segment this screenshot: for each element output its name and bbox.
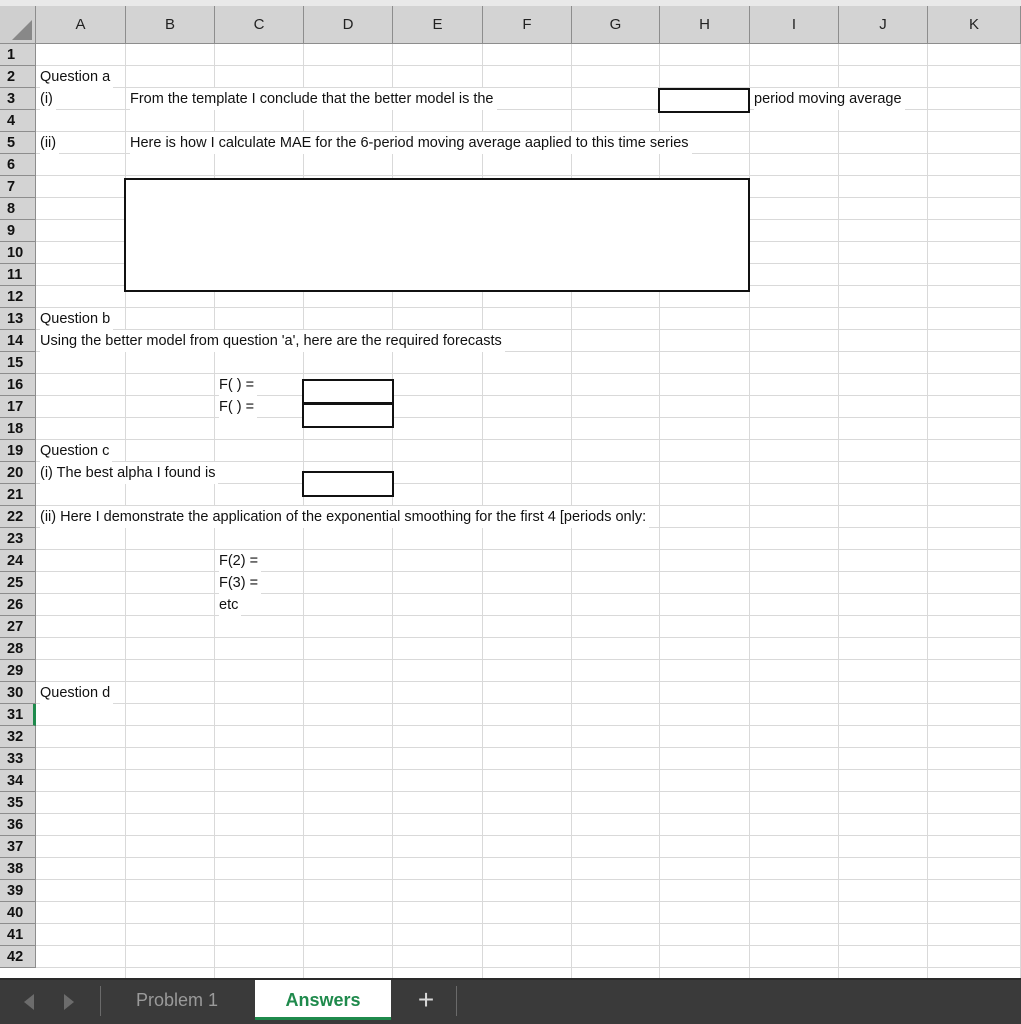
- answer-box-forecast-2[interactable]: [302, 403, 394, 428]
- cell-A20[interactable]: (i) The best alpha I found is: [40, 462, 218, 484]
- row-header-5[interactable]: 5: [0, 132, 36, 154]
- row-header-41[interactable]: 41: [0, 924, 36, 946]
- cell-C24[interactable]: F(2) =: [219, 550, 261, 572]
- row-header-12[interactable]: 12: [0, 286, 36, 308]
- cell-C16[interactable]: F( ) =: [219, 374, 257, 396]
- gridline-horizontal: [36, 703, 1021, 704]
- row-header-25[interactable]: 25: [0, 572, 36, 594]
- cell-A3[interactable]: (i): [40, 88, 56, 110]
- row-header-3[interactable]: 3: [0, 88, 36, 110]
- row-header-13[interactable]: 13: [0, 308, 36, 330]
- tab-separator: [100, 986, 101, 1016]
- gridline-horizontal: [36, 549, 1021, 550]
- gridline-horizontal: [36, 65, 1021, 66]
- select-all-corner[interactable]: [0, 6, 36, 44]
- cell-B5[interactable]: Here is how I calculate MAE for the 6-period moving average aaplied to this time series: [130, 132, 692, 154]
- row-header-10[interactable]: 10: [0, 242, 36, 264]
- row-header-19[interactable]: 19: [0, 440, 36, 462]
- column-header-f[interactable]: F: [483, 6, 572, 44]
- row-header-30[interactable]: 30: [0, 682, 36, 704]
- gridline-horizontal: [36, 791, 1021, 792]
- select-all-triangle-icon: [12, 20, 32, 40]
- gridline-vertical: [927, 44, 928, 978]
- row-header-24[interactable]: 24: [0, 550, 36, 572]
- cell-A14[interactable]: Using the better model from question 'a', here are the required forecasts: [40, 330, 505, 352]
- row-header-17[interactable]: 17: [0, 396, 36, 418]
- gridline-horizontal: [36, 945, 1021, 946]
- row-header-15[interactable]: 15: [0, 352, 36, 374]
- column-header-g[interactable]: G: [572, 6, 660, 44]
- row-header-42[interactable]: 42: [0, 946, 36, 968]
- gridline-horizontal: [36, 725, 1021, 726]
- gridline-horizontal: [36, 593, 1021, 594]
- row-header-36[interactable]: 36: [0, 814, 36, 836]
- row-header-38[interactable]: 38: [0, 858, 36, 880]
- row-header-16[interactable]: 16: [0, 374, 36, 396]
- row-header-33[interactable]: 33: [0, 748, 36, 770]
- cell-A2[interactable]: Question a: [40, 66, 113, 88]
- row-header-1[interactable]: 1: [0, 44, 36, 66]
- gridline-horizontal: [36, 637, 1021, 638]
- column-header-j[interactable]: J: [839, 6, 928, 44]
- gridline-horizontal: [36, 439, 1021, 440]
- cell-A5[interactable]: (ii): [40, 132, 59, 154]
- gridline-horizontal: [36, 659, 1021, 660]
- column-header-c[interactable]: C: [215, 6, 304, 44]
- cell-C17[interactable]: F( ) =: [219, 396, 257, 418]
- gridline-horizontal: [36, 175, 1021, 176]
- column-header-e[interactable]: E: [393, 6, 483, 44]
- gridline-horizontal: [36, 857, 1021, 858]
- row-header-26[interactable]: 26: [0, 594, 36, 616]
- gridline-horizontal: [36, 879, 1021, 880]
- gridline-horizontal: [36, 967, 1021, 968]
- gridline-horizontal: [36, 615, 1021, 616]
- row-header-31[interactable]: 31: [0, 704, 36, 726]
- row-header-6[interactable]: 6: [0, 154, 36, 176]
- cell-I3[interactable]: period moving average: [754, 88, 905, 110]
- cell-A19[interactable]: Question c: [40, 440, 112, 462]
- cell-A13[interactable]: Question b: [40, 308, 113, 330]
- row-header-22[interactable]: 22: [0, 506, 36, 528]
- row-header-9[interactable]: 9: [0, 220, 36, 242]
- row-header-18[interactable]: 18: [0, 418, 36, 440]
- row-header-29[interactable]: 29: [0, 660, 36, 682]
- gridline-horizontal: [36, 395, 1021, 396]
- answer-box-period[interactable]: [658, 88, 750, 113]
- row-header-37[interactable]: 37: [0, 836, 36, 858]
- row-header-27[interactable]: 27: [0, 616, 36, 638]
- gridline-vertical: [838, 44, 839, 978]
- add-sheet-button[interactable]: +: [417, 984, 435, 1015]
- gridline-horizontal: [36, 769, 1021, 770]
- row-header-11[interactable]: 11: [0, 264, 36, 286]
- gridline-horizontal: [36, 835, 1021, 836]
- row-header-40[interactable]: 40: [0, 902, 36, 924]
- gridline-horizontal: [36, 417, 1021, 418]
- column-header-k[interactable]: K: [928, 6, 1021, 44]
- tab-separator: [456, 986, 457, 1016]
- gridline-horizontal: [36, 373, 1021, 374]
- gridline-horizontal: [36, 813, 1021, 814]
- cell-C26[interactable]: etc: [219, 594, 241, 616]
- row-header-32[interactable]: 32: [0, 726, 36, 748]
- gridline-horizontal: [36, 571, 1021, 572]
- cell-A30[interactable]: Question d: [40, 682, 113, 704]
- column-header-a[interactable]: A: [36, 6, 126, 44]
- column-header-d[interactable]: D: [304, 6, 393, 44]
- triangle-left-icon[interactable]: [24, 994, 34, 1010]
- row-header-39[interactable]: 39: [0, 880, 36, 902]
- row-header-14[interactable]: 14: [0, 330, 36, 352]
- row-header-23[interactable]: 23: [0, 528, 36, 550]
- column-header-i[interactable]: I: [750, 6, 839, 44]
- sheet-tab-bar: [0, 978, 1021, 1024]
- row-header-21[interactable]: 21: [0, 484, 36, 506]
- column-header-b[interactable]: B: [126, 6, 215, 44]
- row-header-2[interactable]: 2: [0, 66, 36, 88]
- answer-box-mae-calculation[interactable]: [124, 178, 750, 292]
- answer-box-best-alpha[interactable]: [302, 471, 394, 497]
- row-header-34[interactable]: 34: [0, 770, 36, 792]
- row-header-4[interactable]: 4: [0, 110, 36, 132]
- cell-C25[interactable]: F(3) =: [219, 572, 261, 594]
- row-header-8[interactable]: 8: [0, 198, 36, 220]
- row-header-7[interactable]: 7: [0, 176, 36, 198]
- cell-B3[interactable]: From the template I conclude that the better model is the: [130, 88, 497, 110]
- row-header-28[interactable]: 28: [0, 638, 36, 660]
- gridline-horizontal: [36, 901, 1021, 902]
- gridline-horizontal: [36, 681, 1021, 682]
- row-header-20[interactable]: 20: [0, 462, 36, 484]
- answer-box-forecast-1[interactable]: [302, 379, 394, 404]
- triangle-right-icon[interactable]: [64, 994, 74, 1010]
- row-header-35[interactable]: 35: [0, 792, 36, 814]
- column-header-h[interactable]: H: [660, 6, 750, 44]
- tab-problem-1[interactable]: Problem 1: [135, 990, 219, 1010]
- gridline-horizontal: [36, 307, 1021, 308]
- gridline-horizontal: [36, 923, 1021, 924]
- cell-A22[interactable]: (ii) Here I demonstrate the application of the exponential smoothing for the first 4 [periods only:: [40, 506, 649, 528]
- tab-answers[interactable]: Answers: [255, 980, 391, 1020]
- gridline-horizontal: [36, 747, 1021, 748]
